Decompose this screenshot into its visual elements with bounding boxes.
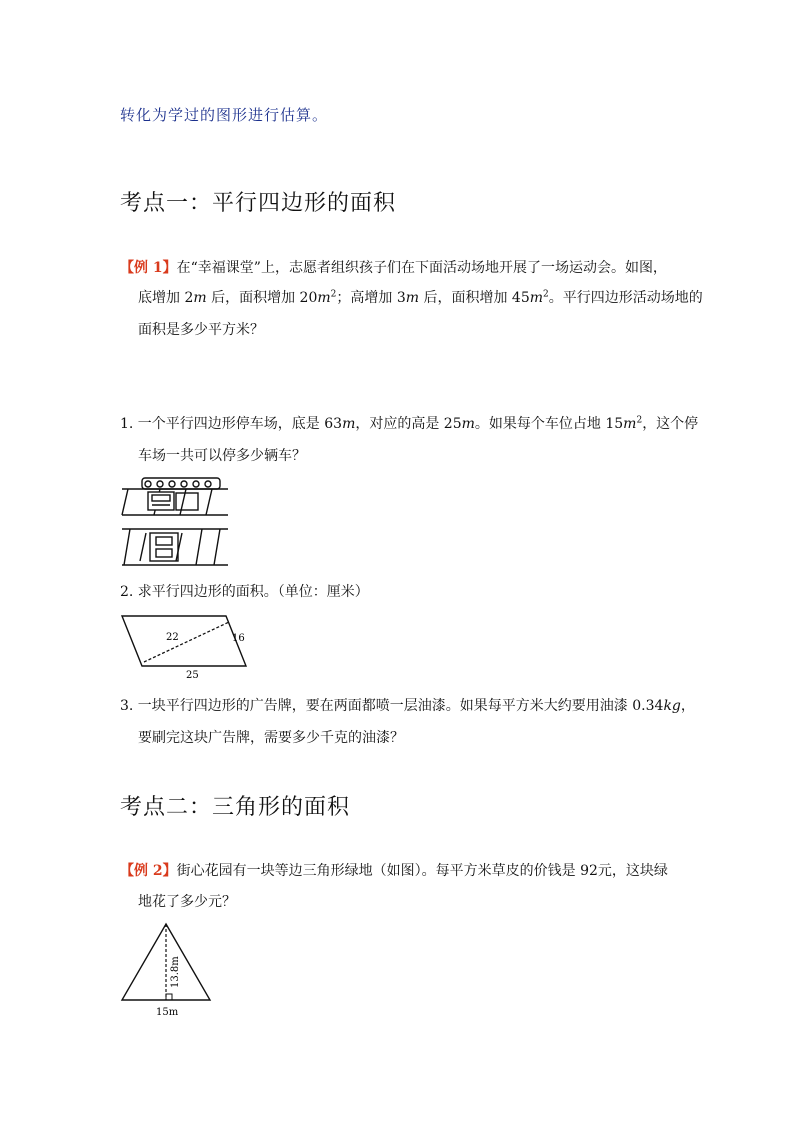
question3-line1: 3. 一块平行四边形的广告牌，要在两面都喷一层油漆。如果每平方米大约要用油漆 0.34kg， xyxy=(120,698,695,714)
triangle-figure xyxy=(118,920,218,1020)
parallelogram-figure xyxy=(120,610,250,682)
parallelogram-height-label: 22 xyxy=(166,632,179,643)
intro-text: 转化为学过的图形进行估算。 xyxy=(120,106,329,124)
example1-line3: 面积是多少平方米？ xyxy=(138,322,264,338)
example1-line1: 【例 1】在“幸福课堂”上，志愿者组织孩子们在下面活动场地开展了一场运动会。如图， xyxy=(120,260,667,276)
example2-line2: 地花了多少元？ xyxy=(138,894,236,910)
question3-line2: 要刷完这块广告牌，需要多少千克的油漆？ xyxy=(138,730,404,746)
triangle-base-label: 15m xyxy=(156,1007,179,1018)
question1-line1: 1. 一个平行四边形停车场，底是 63m，对应的高是 25m。如果每个车位占地 $15m^2$，这个停 xyxy=(120,415,699,432)
parallelogram-base-label: 25 xyxy=(186,670,199,681)
example2-line1: 【例 2】街心花园有一块等边三角形绿地（如图）。每平方米草皮的价钱是 92元，这块绿 xyxy=(120,863,668,879)
section2-heading: 考点二：三角形的面积 xyxy=(120,795,351,820)
section1-heading: 考点一：平行四边形的面积 xyxy=(120,191,397,216)
example2-tag: 【例 2】 xyxy=(120,863,177,879)
example1-tag: 【例 1】 xyxy=(120,260,177,276)
question2-text: 2. 求平行四边形的面积。（单位：厘米） xyxy=(120,584,369,600)
parallelogram-side-label: 16 xyxy=(232,633,245,644)
parking-lot-figure xyxy=(120,475,230,570)
triangle-height-label: 13.8m xyxy=(170,956,181,988)
example1-line2: 底增加 2m 后，面积增加 $20m^2$；高增加 3m 后，面积增加 $45m^2$。平行四边形活动场地的 xyxy=(138,289,703,306)
question1-line2: 车场一共可以停多少辆车？ xyxy=(138,448,306,464)
